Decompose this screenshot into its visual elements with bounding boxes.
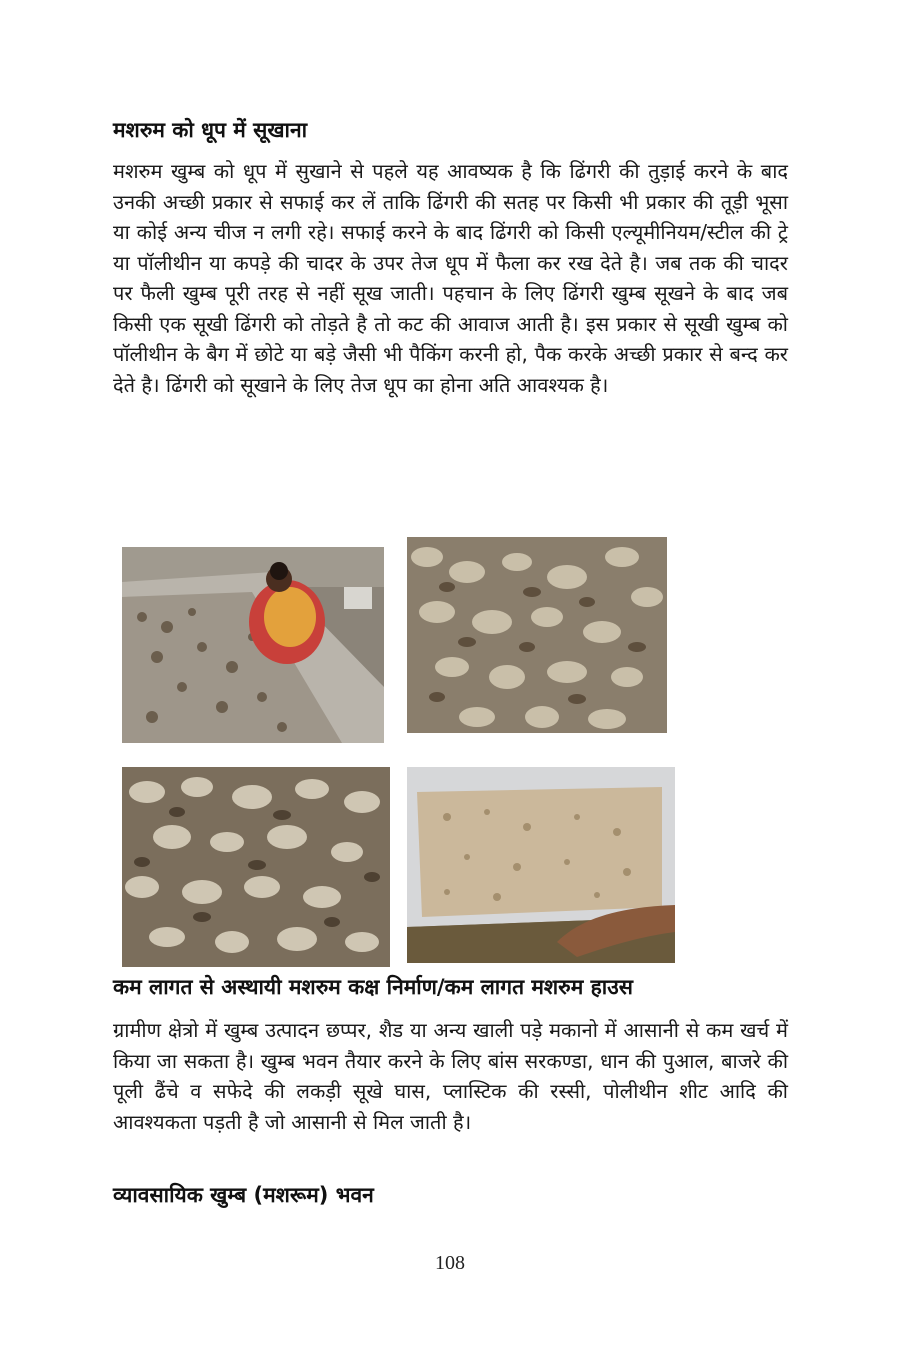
paragraph-sun-drying: मशरुम खुम्ब को धूप में सुखाने से पहले यह आवष्यक है कि ढिंगरी की तुड़ाई करने के बाद उनकी अच्छी प्रकार से सफाई कर लें ताकि ढिंगरी की सतह पर किसी भी प्रकार की तूड़ी भूसा या कोई अन्य चीज न लगी रहे। सफाई करने के बाद ढिंगरी को किसी एल्यूमीनियम/स्टील की ट्रे या पॉलीथीन या कपड़े की चादर के उपर तेज धूप में फैला कर रख देते है। जब तक की चादर पर फैली खुम्ब पूरी तरह से नहीं सूख जाती। पहचान के लिए ढिंगरी खुम्ब सूखने के बाद जब किसी एक सूखी ढिंगरी को तोड़ते है तो कट की आवाज आती है। इस प्रकार से सूखी खुम्ब को पॉलीथीन के बैग में छोटे या बड़े जैसी भी पैकिंग करनी हो, पैक करके अच्छी प्रकार से बन्द कर देते है। ढिंगरी को सूखाने के लिए तेज धूप का होना अति आवश्यक है।	[113, 159, 788, 397]
photo-dried-mushrooms-image	[122, 767, 390, 967]
section-heading-commercial-building: व्यावसायिक खुम्ब (मशरूम) भवन	[113, 1183, 374, 1207]
photo-woman-spreading-mushrooms-image	[122, 547, 384, 743]
section-heading-low-cost-house: कम लागत से अस्थायी मशरुम कक्ष निर्माण/कम लागत मशरुम हाउस	[113, 975, 633, 999]
photo-woman-spreading-mushrooms	[122, 547, 384, 743]
page-number: 108	[435, 1252, 465, 1274]
section-heading-sun-drying: मशरुम को धूप में सूखाना	[113, 118, 308, 142]
photo-dried-mushrooms	[122, 767, 390, 967]
photo-mushrooms-drying	[407, 537, 667, 733]
photo-mushrooms-drying-image	[407, 537, 667, 733]
photo-crushed-mushrooms	[407, 767, 675, 963]
photo-crushed-mushrooms-image	[407, 767, 675, 963]
paragraph-low-cost-house: ग्रामीण क्षेत्रो में खुम्ब उत्पादन छप्पर, शैड या अन्य खाली पड़े मकानो में आसानी से कम खर्च में किया जा सकता है। खुम्ब भवन तैयार करने के लिए बांस सरकण्डा, धान की पुआल, बाजरे की पूली ढैंचे व सफेदे की लकड़ी सूखे घास, प्लास्टिक की रस्सी, पोलीथीन शीट आदि की आवश्यकता पड़ती है जो आसानी से मिल जाती है।	[113, 1018, 788, 1134]
